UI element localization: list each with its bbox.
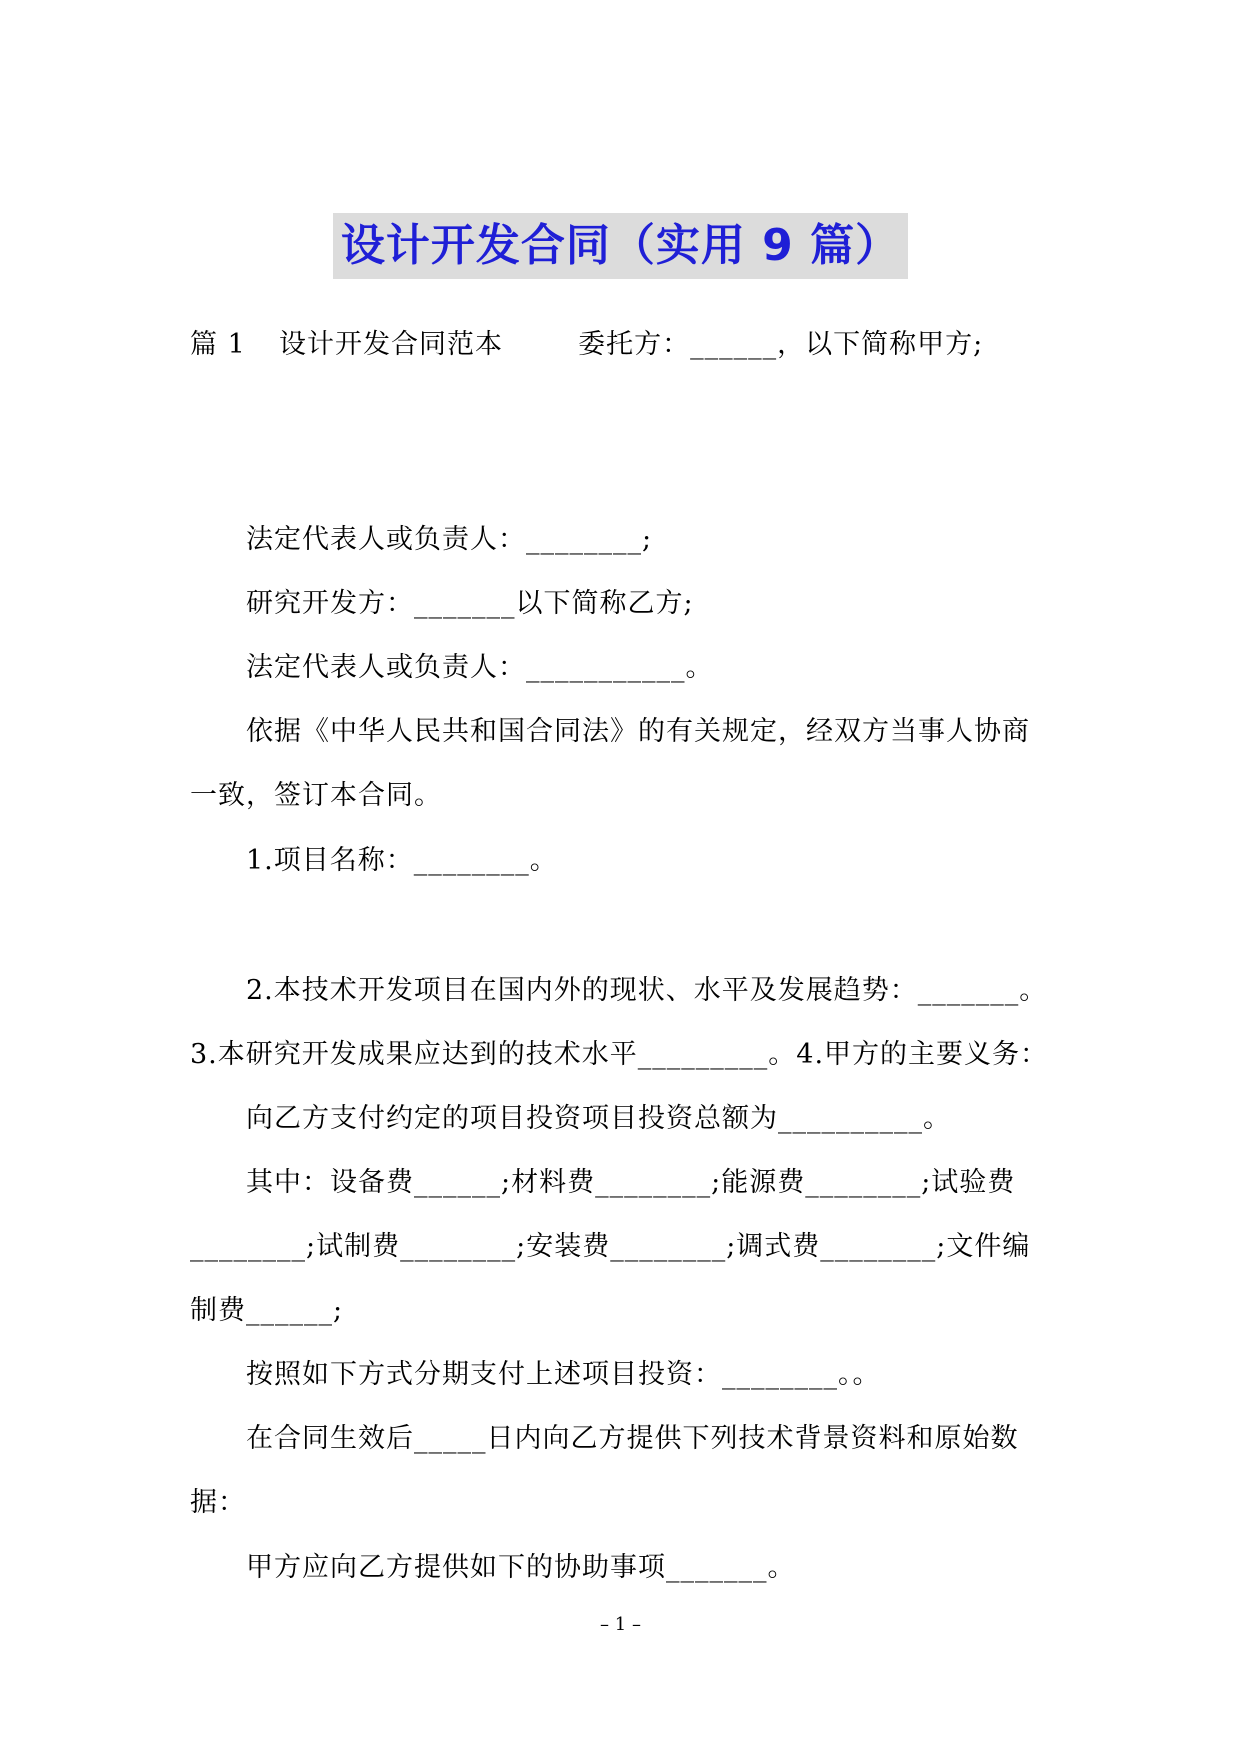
paragraph-line: 按照如下方式分期支付上述项目投资：________。。 <box>246 1359 881 1390</box>
page-number: – 1 – <box>600 1614 641 1635</box>
paragraph-line: 一致，签订本合同。 <box>190 780 442 811</box>
paragraph-line: 2.本技术开发项目在国内外的现状、水平及发展趋势：_______。 <box>246 975 1048 1006</box>
client-clause: 委托方：______，以下简称甲方; <box>578 329 984 360</box>
paragraph-line: ________;试制费________;安装费________;调式费________;文件编 <box>190 1231 1031 1262</box>
paragraph-line: 法定代表人或负责人：___________。 <box>246 652 714 683</box>
paragraph-line: 其中：设备费______;材料费________;能源费________;试验费 <box>246 1167 1016 1198</box>
document-title: 设计开发合同（实用 9 篇） <box>333 213 908 279</box>
paragraph-line: 1.项目名称：________。 <box>246 845 558 876</box>
title-container <box>0 213 1241 279</box>
contract-name: 设计开发合同范本 <box>278 329 503 360</box>
paragraph-line: 法定代表人或负责人：________; <box>246 524 653 555</box>
header-line <box>190 325 983 365</box>
paragraph-line: 制费______; <box>190 1295 344 1326</box>
paragraph-line: 在合同生效后_____日内向乙方提供下列技术背景资料和原始数 <box>246 1423 1019 1454</box>
paragraph-line: 依据《中华人民共和国合同法》的有关规定，经双方当事人协商 <box>246 716 1030 747</box>
paragraph-line: 研究开发方：_______以下简称乙方; <box>246 588 694 619</box>
paragraph-line: 3.本研究开发成果应达到的技术水平_________。4.甲方的主要义务： <box>190 1039 1049 1070</box>
paragraph-line: 甲方应向乙方提供如下的协助事项_______。 <box>246 1552 796 1583</box>
part-label: 篇 1 <box>190 329 246 360</box>
paragraph-line: 据： <box>190 1487 246 1518</box>
paragraph-line: 向乙方支付约定的项目投资项目投资总额为__________。 <box>246 1103 951 1134</box>
